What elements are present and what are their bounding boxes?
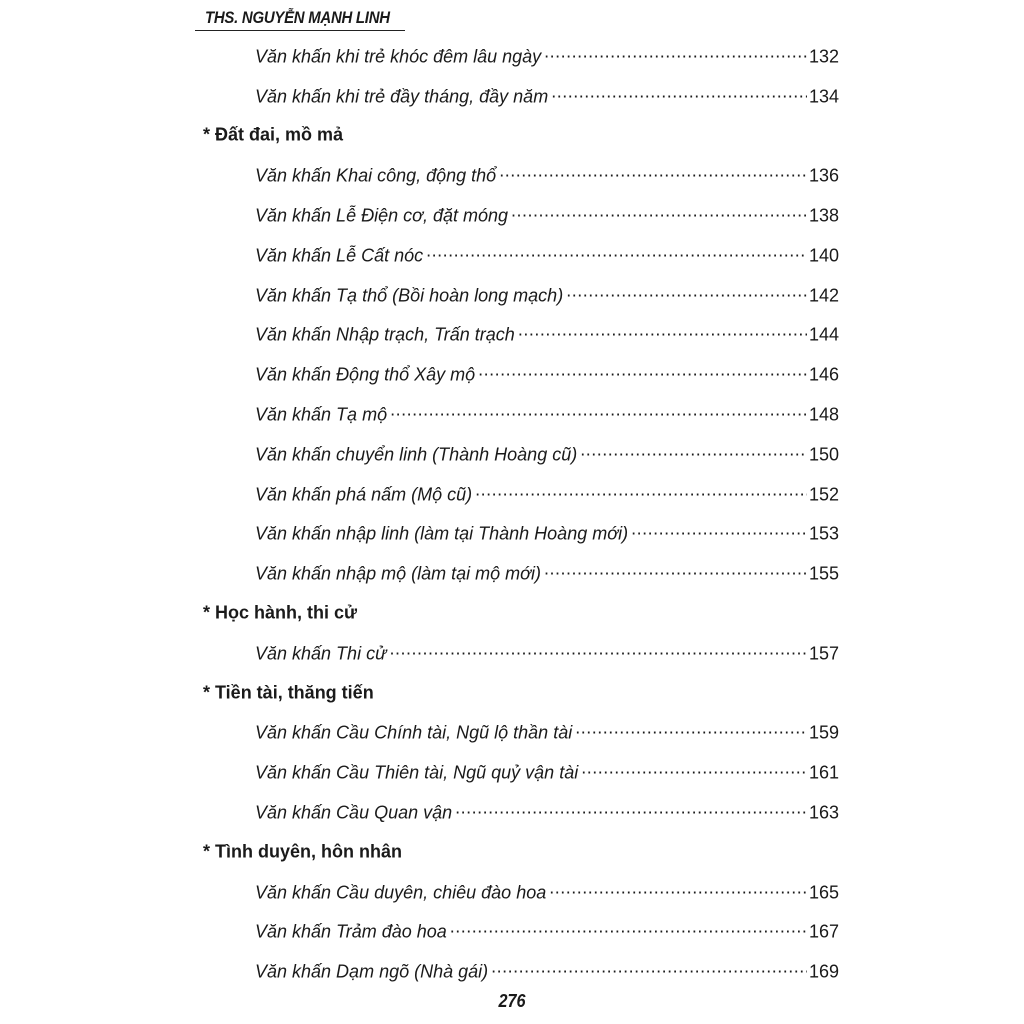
toc-entry-row: [0, 315, 1024, 355]
section-heading: * Đất đai, mồ mả: [203, 124, 344, 145]
toc-entry-row: [0, 553, 1024, 593]
toc-entry: [255, 403, 839, 426]
entry-title: Văn khấn chuyển linh (Thành Hoàng cũ): [255, 444, 578, 465]
toc-entry-row: [0, 354, 1024, 394]
entry-page-number: 159: [808, 722, 839, 743]
toc-entry: [255, 920, 839, 943]
toc-entry: [255, 641, 839, 664]
dot-leader: [455, 801, 807, 819]
entry-title: Văn khấn Tạ thổ (Bồi hoàn long mạch): [255, 285, 564, 306]
entry-title: Văn khấn Trảm đào hoa: [255, 921, 447, 942]
toc-entry-row: [0, 235, 1024, 275]
dot-leader: [511, 204, 807, 222]
entry-page-number: 146: [808, 364, 839, 385]
dot-leader: [581, 761, 807, 779]
entry-title: Văn khấn Động thổ Xây mộ: [255, 364, 476, 385]
section-heading: * Học hành, thi cử: [203, 602, 358, 623]
toc-entry: [255, 243, 839, 266]
toc-entry-row: [0, 792, 1024, 832]
entry-title: Văn khấn Lễ Cất nóc: [255, 245, 424, 266]
entry-page-number: 155: [808, 563, 839, 584]
dot-leader: [389, 641, 806, 659]
table-of-contents: [0, 36, 1024, 991]
entry-title: Văn khấn Dạm ngõ (Nhà gái): [255, 961, 489, 982]
toc-entry: [255, 721, 839, 744]
toc-entry: [255, 522, 839, 545]
entry-title: Văn khấn Lễ Điện cơ, đặt móng: [255, 205, 509, 226]
dot-leader: [518, 323, 807, 341]
entry-title: Văn khấn nhập linh (làm tại Thành Hoàng mới): [255, 523, 629, 544]
toc-entry-row: [0, 434, 1024, 474]
entry-page-number: 132: [808, 46, 839, 67]
dot-leader: [631, 522, 807, 540]
dot-leader: [491, 960, 807, 978]
entry-title: Văn khấn Nhập trạch, Trấn trạch: [255, 324, 515, 345]
entry-page-number: 157: [808, 643, 839, 664]
toc-entry: [255, 164, 839, 187]
toc-entry: [255, 44, 839, 67]
entry-page-number: 150: [808, 444, 839, 465]
toc-entry-row: [0, 872, 1024, 912]
toc-section-row: [0, 832, 1024, 872]
toc-entry: [255, 761, 839, 784]
toc-entry-row: [0, 195, 1024, 235]
toc-entry: [255, 562, 839, 585]
entry-page-number: 138: [808, 205, 839, 226]
author-name: THS. NGUYỄN MẠNH LINH: [205, 8, 390, 27]
entry-title: Văn khấn Cầu duyên, chiêu đào hoa: [255, 882, 547, 903]
entry-title: Văn khấn khi trẻ đầy tháng, đầy năm: [255, 86, 549, 107]
toc-entry: [255, 880, 839, 903]
entry-title: Văn khấn Cầu Quan vận: [255, 802, 453, 823]
toc-entry-row: [0, 752, 1024, 792]
dot-leader: [426, 243, 807, 261]
entry-page-number: 153: [808, 523, 839, 544]
toc-entry-row: [0, 394, 1024, 434]
entry-page-number: 167: [808, 921, 839, 942]
entry-page-number: 136: [808, 165, 839, 186]
dot-leader: [575, 721, 807, 739]
toc-entry: [255, 323, 839, 346]
entry-title: Văn khấn phá nấm (Mộ cũ): [255, 484, 473, 505]
toc-entry-row: [0, 275, 1024, 315]
entry-page-number: 165: [808, 882, 839, 903]
dot-leader: [390, 403, 807, 421]
dot-leader: [450, 920, 807, 938]
toc-entry-row: [0, 474, 1024, 514]
toc-entry: [255, 84, 839, 107]
dot-leader: [475, 482, 807, 500]
entry-page-number: 134: [808, 86, 839, 107]
entry-page-number: 161: [808, 762, 839, 783]
toc-entry-row: [0, 951, 1024, 991]
dot-leader: [544, 562, 807, 580]
dot-leader: [551, 84, 807, 102]
entry-title: Văn khấn Thi cử: [255, 643, 387, 664]
toc-section-row: [0, 116, 1024, 156]
entry-page-number: 163: [808, 802, 839, 823]
section-heading: * Tiền tài, thăng tiến: [203, 682, 374, 703]
entry-title: Văn khấn Khai công, động thổ: [255, 165, 497, 186]
toc-entry-row: [0, 76, 1024, 116]
toc-entry-row: [0, 633, 1024, 673]
toc-entry: [255, 363, 839, 386]
entry-page-number: 169: [808, 961, 839, 982]
toc-entry-row: [0, 912, 1024, 952]
entry-page-number: 142: [808, 285, 839, 306]
toc-entry: [255, 482, 839, 505]
toc-entry-row: [0, 713, 1024, 753]
section-heading: * Tình duyên, hôn nhân: [203, 841, 402, 862]
dot-leader: [499, 164, 807, 182]
entry-title: Văn khấn nhập mộ (làm tại mộ mới): [255, 563, 541, 584]
toc-entry-row: [0, 514, 1024, 554]
entry-title: Văn khấn Cầu Chính tài, Ngũ lộ thần tài: [255, 722, 573, 743]
dot-leader: [549, 880, 807, 898]
entry-page-number: 144: [808, 324, 839, 345]
toc-entry-row: [0, 155, 1024, 195]
toc-entry: [255, 204, 839, 227]
entry-page-number: 148: [808, 404, 839, 425]
toc-entry: [255, 960, 839, 983]
entry-page-number: 152: [808, 484, 839, 505]
page-number: 276: [498, 991, 526, 1011]
toc-entry: [255, 801, 839, 824]
entry-title: Văn khấn Tạ mộ: [255, 404, 388, 425]
dot-leader: [566, 283, 807, 301]
toc-entry: [255, 442, 839, 465]
dot-leader: [478, 363, 807, 381]
entry-title: Văn khấn Cầu Thiên tài, Ngũ quỷ vận tài: [255, 762, 579, 783]
dot-leader: [580, 442, 807, 460]
toc-section-row: [0, 673, 1024, 713]
running-header: [195, 6, 405, 31]
dot-leader: [544, 44, 807, 62]
toc-section-row: [0, 593, 1024, 633]
entry-page-number: 140: [808, 245, 839, 266]
entry-title: Văn khấn khi trẻ khóc đêm lâu ngày: [255, 46, 542, 67]
toc-entry: [255, 283, 839, 306]
toc-entry-row: [0, 36, 1024, 76]
